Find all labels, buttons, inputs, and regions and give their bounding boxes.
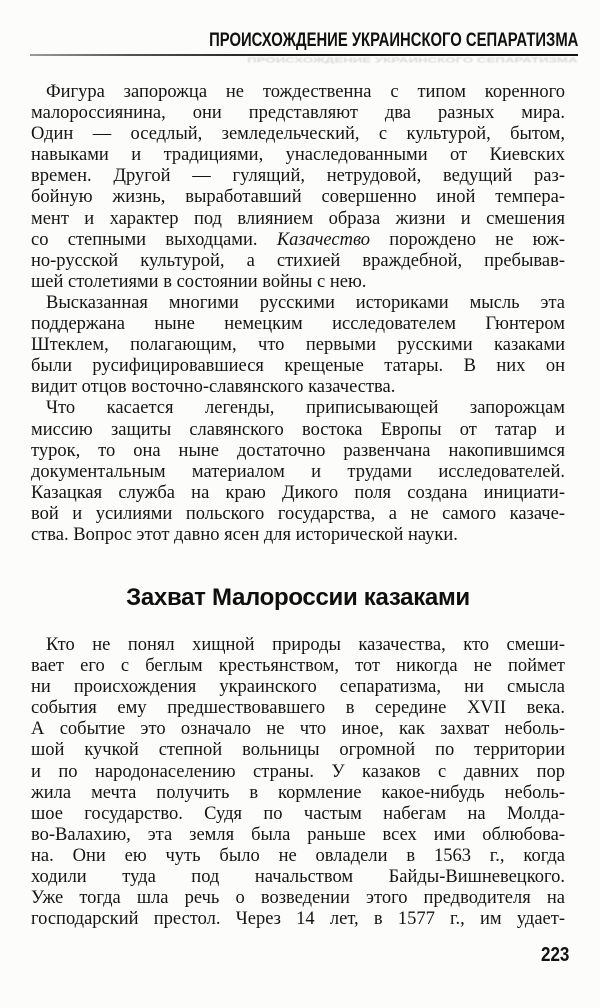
text-line: А событие это означало не что иное, как захват неболь- bbox=[31, 719, 565, 740]
paragraph bbox=[31, 82, 565, 293]
text-line: ни происхождения украинского сепаратизма, ни смысла bbox=[31, 677, 565, 698]
text-line: на. Они ею чуть было не овладели в 1563 г., когда bbox=[31, 845, 565, 866]
text-line: события ему предшествовавшего в середине XVII века. bbox=[31, 698, 565, 719]
text-line: Один — оседлый, земледельческий, с культурой, бытом, bbox=[31, 124, 565, 145]
text-line: шое государство. Судя по частым набегам на Молда- bbox=[31, 803, 565, 824]
text-line: документальным материалом и трудами исследователей. bbox=[31, 461, 565, 482]
text-line: Фигура запорожца не тождественна с типом коренного bbox=[46, 82, 565, 102]
header-ghost-artifact: ПРОИСХОЖДЕНИЕ УКРАИНСКОГО СЕПАРАТИЗМА bbox=[247, 55, 578, 65]
page-number: 223 bbox=[540, 944, 569, 966]
paragraph bbox=[31, 398, 565, 546]
text-line: Высказанная многими русскими историками мысль эта bbox=[46, 292, 565, 313]
text-line: малороссиянина, они представляют два разных мира. bbox=[31, 103, 565, 124]
text-line: Уже тогда шла речь о возведении этого предводителя на bbox=[31, 888, 565, 909]
text-line: поддержана ныне немецким исследователем Гюнтером bbox=[31, 314, 565, 335]
text-line: Что касается легенды, приписывающей запорожцам bbox=[46, 398, 565, 419]
body-text-after-heading bbox=[31, 635, 565, 930]
text-line: вой и усилиями польского государства, а не самого казаче- bbox=[31, 503, 565, 524]
paragraph bbox=[31, 635, 565, 930]
text-line: Казацкая служба на краю Дикого поля создана инициати- bbox=[31, 482, 565, 503]
text-line: вает его с беглым крестьянством, тот никогда не поймет bbox=[31, 656, 565, 677]
text-line: навыками и традициями, унаследованными от Киевских bbox=[31, 145, 565, 166]
section-heading: Захват Малороссии казаками bbox=[126, 584, 470, 611]
text-line: были русифицировавшиеся крещеные татары. В них он bbox=[31, 356, 565, 377]
text-line: и по народонаселению страны. У казаков с давних пор bbox=[31, 761, 565, 782]
text-line: ходили туда под начальством Байды-Вишневецкого. bbox=[31, 867, 565, 888]
text-line: Кто не понял хищной природы казачества, кто смеши- bbox=[46, 635, 565, 655]
text-line: мент и характер под влиянием образа жизни и смешения bbox=[31, 208, 565, 229]
text-line: но-русской культурой, а стихией враждебной, пребывав- bbox=[31, 250, 565, 271]
text-line: жила мечта получить в кормление какое-нибудь неболь- bbox=[31, 782, 565, 803]
text-line: шой кучкой степной вольницы огромной по территории bbox=[31, 740, 565, 761]
text-line: со степными выходцами. Казачество порождено не юж- bbox=[31, 229, 565, 250]
text-line: бойную жизнь, выработавший совершенно иной темпера- bbox=[31, 187, 565, 208]
body-text-before-heading bbox=[31, 82, 565, 546]
text-line: во-Валахию, эта земля была раньше всех ими облюбова- bbox=[31, 824, 565, 845]
text-line: времен. Другой — гулящий, нетрудовой, ведущий раз- bbox=[31, 166, 565, 187]
text-line: ства. Вопрос этот давно ясен для исторической науки. bbox=[31, 524, 458, 545]
text-line: шей столетиями в состоянии войны с нею. bbox=[31, 271, 367, 292]
header-divider-line bbox=[30, 54, 578, 56]
text-line: господарский престол. Через 14 лет, в 1577 г., им удает- bbox=[31, 909, 565, 930]
running-header: ПРОИСХОЖДЕНИЕ УКРАИНСКОГО СЕПАРАТИЗМА bbox=[208, 30, 578, 51]
paragraph bbox=[31, 293, 565, 398]
text-line: Штеклем, полагающим, что первыми русскими казаками bbox=[31, 335, 565, 356]
text-line: миссию защиты славянского востока Европы от татар и bbox=[31, 419, 565, 440]
text-line: видит отцов восточно-славянского казачества. bbox=[31, 377, 396, 398]
text-line: турок, то она ныне достаточно развенчана накопившимся bbox=[31, 440, 565, 461]
